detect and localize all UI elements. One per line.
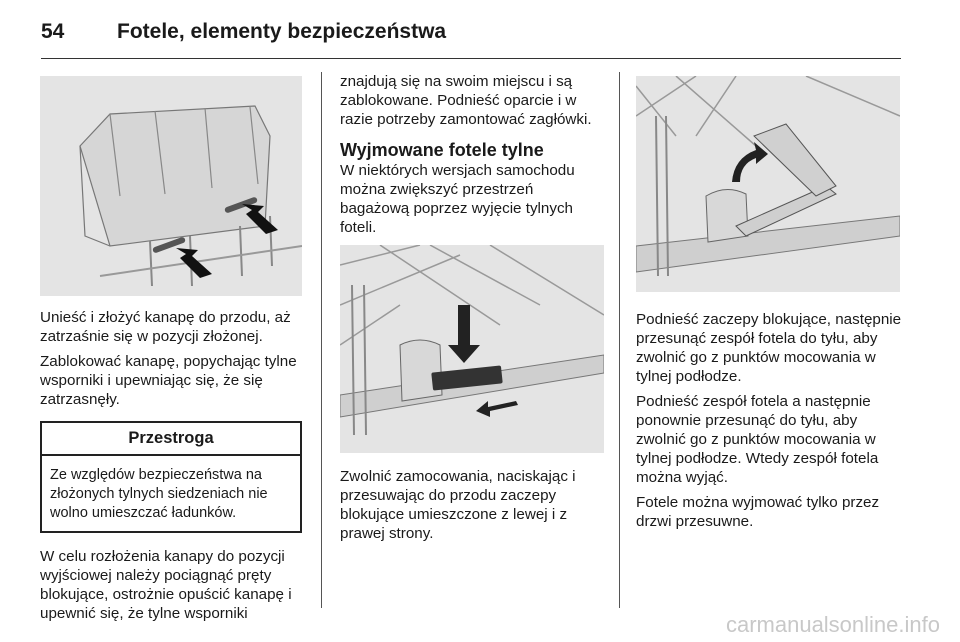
paragraph: Zwolnić zamocowania, naciskając i przesuwając do przodu zaczepy blokujące umieszczone z lewej i z prawej strony.: [340, 468, 576, 542]
column-3: [636, 66, 902, 537]
paragraph: znajdują się na swoim miejscu i są zablokowane. Podnieść oparcie i w razie potrzeby zamontować zagłówki.: [340, 73, 592, 128]
column-divider: [321, 72, 322, 608]
caution-title: Przestroga: [42, 423, 300, 456]
header-rule: [41, 58, 901, 59]
figure-release-latch: [340, 245, 604, 453]
column-1: [40, 66, 304, 629]
page-title: Fotele, elementy bezpieczeństwa: [117, 20, 447, 43]
paragraph: W niektórych wersjach samochodu można zwiększyć przestrzeń bagażową poprzez wyjęcie tylnych foteli.: [340, 162, 575, 236]
column-2: [340, 72, 604, 549]
figure-folded-bench: [40, 76, 302, 296]
caution-box: [40, 421, 302, 533]
paragraph: Fotele można wyjmować tylko przez drzwi przesuwne.: [636, 494, 880, 530]
section-heading: Wyjmowane fotele tylne: [340, 140, 544, 160]
column-divider: [619, 72, 620, 608]
caution-text: Ze względów bezpieczeństwa na złożonych tylnych siedzeniach nie wolno umieszczać ładunków.: [50, 467, 268, 521]
page-number: 54: [41, 20, 65, 43]
paragraph: Podnieść zespół fotela a następnie ponownie przesunąć do tyłu, aby zwolnić go z punktów mocowania w tylnej podłodze. Wtedy zespół fotela można wyjąć.: [636, 393, 879, 486]
figure-lift-latch: [636, 76, 900, 292]
watermark: carmanualsonline.info: [725, 612, 940, 637]
page-header: [41, 20, 901, 60]
paragraph: Zablokować kanapę, popychając tylne wsporniki i upewniając się, że się zatrzasnęły.: [40, 353, 297, 408]
paragraph: Unieść i złożyć kanapę do przodu, aż zatrzaśnie się w pozycji złożonej.: [40, 309, 291, 345]
paragraph: W celu rozłożenia kanapy do pozycji wyjściowej należy pociągnąć pręty blokujące, ostrożnie opuścić kanapę i upewnić się, że tylne wsporniki: [40, 548, 292, 622]
paragraph: Podnieść zaczepy blokujące, następnie przesunąć zespół fotela do tyłu, aby zwolnić go z punktów mocowania w tylnej podłodze.: [636, 311, 902, 385]
